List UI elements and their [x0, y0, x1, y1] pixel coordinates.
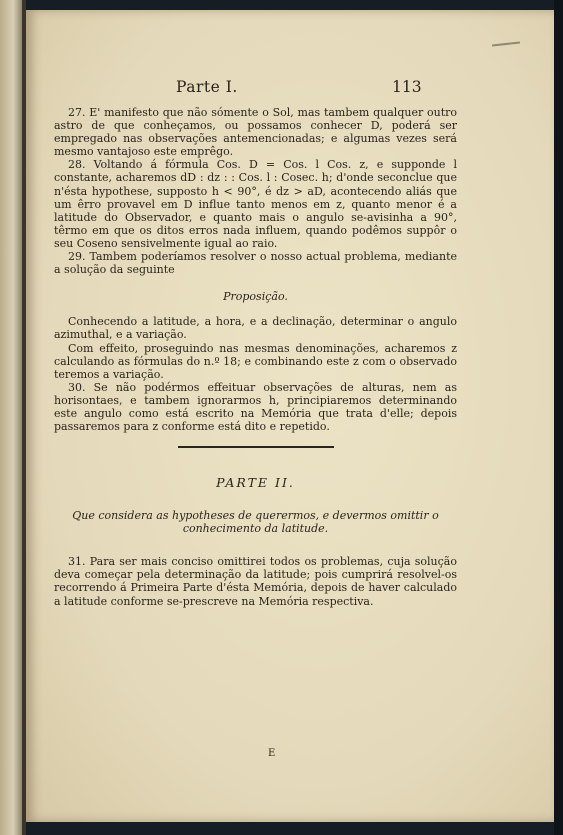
running-head	[26, 78, 554, 100]
part-subtitle: Que considera as hypotheses de querermos, e devermos omittir o conhecimento da latitude.	[72, 509, 439, 536]
book-page	[26, 10, 554, 822]
running-head-title: Parte I.	[176, 78, 238, 96]
pencil-mark	[492, 42, 520, 47]
paragraph-29: 29. Tambem poderíamos resolver o nosso actual problema, mediante a solução da seguinte	[54, 250, 457, 277]
scan-border	[554, 0, 563, 835]
text-block	[54, 106, 457, 608]
proposition-statement: Conhecendo a latitude, a hora, e a declinação, determinar o angulo azimuthal, e a variação.	[54, 315, 457, 342]
page-number: 113	[392, 78, 422, 96]
proposition-solution: Com effeito, proseguindo nas mesmas denominações, acharemos z calculando as fórmulas do n.º 18; e combinando este z com o observado teremos a variação.	[54, 341, 457, 381]
paragraph-28: 28. Voltando á fórmula Cos. D = Cos. l Cos. z, e supponde l constante, acharemos dD : dz : : Cos. l : Cosec. h; d'onde seconclue que n'ésta hypothese, supposto h < 90°, é dz > aD, acontecendo aliás que um êrro provavel em D influe tanto menos em z, quanto menor é a latitude do Observador, e quanto mais o angulo se-avisinha a 90°, têrmo em que os ditos erros nada influem, quando podêmos suppôr o seu Coseno sensivelmente igual ao raio.	[54, 158, 457, 250]
paragraph-30: 30. Se não podérmos effeituar observações de alturas, nem as horisontaes, e tambem ignorarmos h, principiaremos determinando este angulo como está escrito na Memória que trata d'elle; depois passaremos para z conforme está dito e repetido.	[54, 380, 457, 434]
section-divider	[178, 446, 334, 448]
facing-page-edge	[0, 0, 22, 835]
part-heading: PARTE II.	[216, 475, 295, 491]
signature-mark: E	[268, 748, 276, 759]
paragraph-27: 27. E' manifesto que não sómente o Sol, mas tambem qualquer outro astro de que conheçamos, ou possamos conhecer D, poderá ser empregado nas observações antemencionadas; e algumas vezes será mesmo vantajoso este emprêgo.	[54, 106, 457, 159]
proposition-heading: Proposição.	[223, 290, 288, 304]
paragraph-31: 31. Para ser mais conciso omittirei todos os problemas, cuja solução deva começar pela determinação da latitude; pois cumprirá resolvel-os recorrendo á Primeira Parte d'ésta Memória, depois de haver calculado a latitude conforme se-prescreve na Memória respectiva.	[54, 555, 457, 608]
